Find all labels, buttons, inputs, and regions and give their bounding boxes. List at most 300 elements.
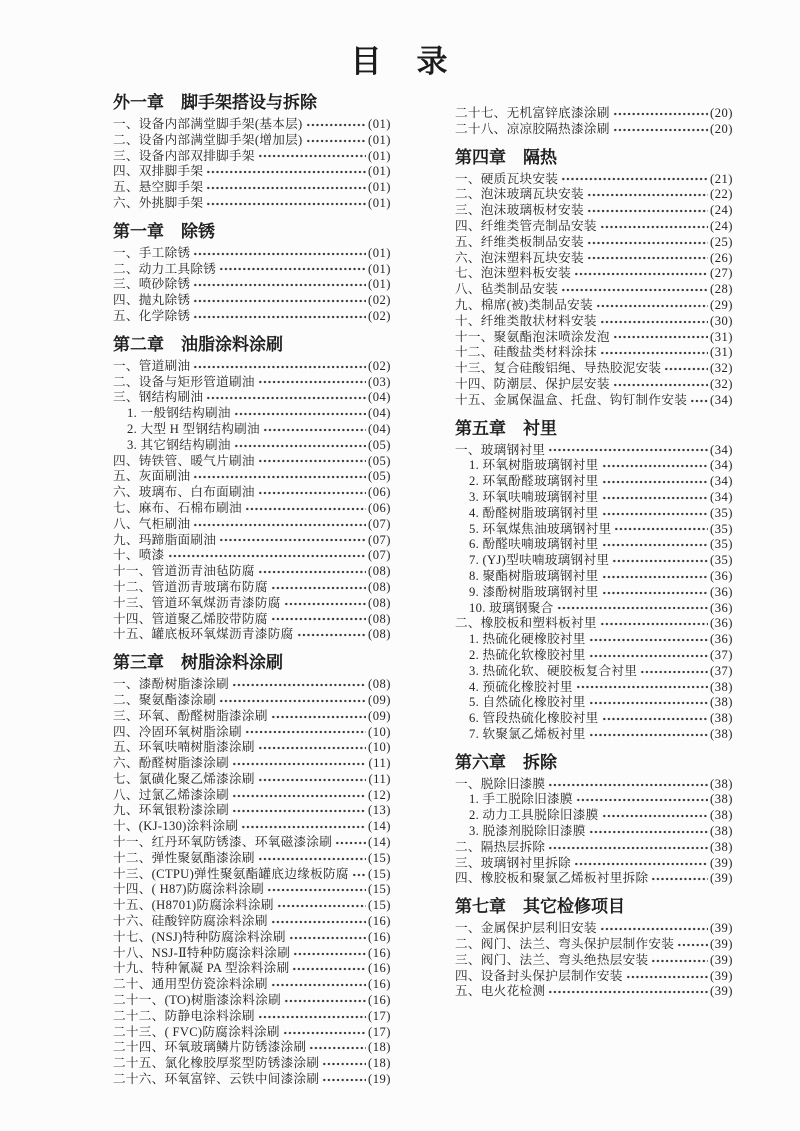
toc-entry-label: 1. 一般钢结构刷油 bbox=[127, 406, 231, 421]
toc-entry bbox=[455, 393, 733, 409]
toc-entry bbox=[113, 803, 391, 819]
toc-entry-page-number: (22) bbox=[710, 187, 733, 202]
toc-entry bbox=[113, 117, 391, 133]
toc-entry bbox=[455, 777, 733, 793]
dot-leader bbox=[258, 855, 366, 863]
toc-entry bbox=[455, 585, 733, 601]
toc-entry-page-number: (10) bbox=[368, 724, 391, 739]
toc-entry-label: 五、环氧呋喃树脂漆涂刷 bbox=[113, 740, 255, 755]
toc-entry bbox=[455, 664, 733, 680]
toc-entry-label: 十一、管道沥青油毡防腐 bbox=[113, 564, 255, 579]
toc-entry bbox=[113, 390, 391, 406]
dot-leader bbox=[587, 254, 708, 262]
toc-entry-label: 二十七、无机富锌底漆涂刷 bbox=[455, 106, 610, 120]
dot-leader bbox=[614, 525, 708, 533]
toc-entry bbox=[455, 345, 733, 361]
toc-entry-page-number: (35) bbox=[710, 537, 733, 552]
toc-entry bbox=[113, 709, 391, 725]
toc-entry bbox=[455, 361, 733, 377]
dot-leader bbox=[234, 410, 366, 418]
dot-leader bbox=[589, 828, 708, 836]
toc-entry-page-number: (39) bbox=[710, 984, 733, 999]
toc-columns bbox=[113, 92, 733, 1088]
toc-entry bbox=[455, 187, 733, 203]
toc-section bbox=[113, 92, 391, 212]
toc-entry-label: 四、橡胶板和聚氯乙烯板衬里拆除 bbox=[455, 871, 649, 886]
toc-entry-page-number: (34) bbox=[710, 442, 733, 457]
dot-leader bbox=[640, 668, 708, 676]
dot-leader bbox=[651, 957, 708, 965]
toc-entry bbox=[455, 824, 733, 840]
toc-entry-page-number: (38) bbox=[710, 839, 733, 854]
toc-entry-label: 十四、( H87)防腐涂料涂刷 bbox=[113, 882, 265, 897]
dot-leader bbox=[612, 557, 708, 565]
toc-entry-page-number: (24) bbox=[710, 203, 733, 218]
toc-entry-label: 三、玻璃钢衬里拆除 bbox=[455, 855, 572, 870]
toc-entry-label: 1. 热硫化硬橡胶衬里 bbox=[469, 632, 586, 647]
chapter-heading: 第六章 拆除 bbox=[455, 752, 557, 772]
toc-entry bbox=[455, 443, 733, 459]
dot-leader bbox=[258, 152, 366, 160]
toc-entry bbox=[455, 616, 733, 632]
toc-entry-label: 二十五、氯化橡胶厚浆型防锈漆涂刷 bbox=[113, 1056, 320, 1071]
toc-entry-label: 九、玛蹄脂面刷油 bbox=[113, 532, 217, 547]
toc-entry-page-number: (36) bbox=[710, 568, 733, 583]
dot-leader bbox=[322, 1060, 366, 1068]
toc-entry-label: 十、(KJ-130)涂料涂刷 bbox=[113, 819, 239, 834]
toc-entry-label: 5. 环氧煤焦油玻璃钢衬里 bbox=[469, 521, 612, 536]
toc-entry-page-number: (38) bbox=[710, 711, 733, 726]
toc-entry-label: 十一、聚氨酯泡沫喷涂发泡 bbox=[455, 329, 610, 344]
toc-entry-label: 3. 其它钢结构刷油 bbox=[127, 437, 231, 452]
toc-entry-page-number: (08) bbox=[368, 564, 391, 579]
toc-entry-label: 7. (YJ)型呋喃玻璃钢衬里 bbox=[469, 553, 610, 568]
toc-entry-page-number: (27) bbox=[710, 266, 733, 281]
toc-entry-page-number: (02) bbox=[368, 293, 391, 308]
toc-entry bbox=[113, 406, 391, 422]
dot-leader bbox=[258, 776, 367, 784]
toc-entry-label: 四、抛丸除锈 bbox=[113, 293, 191, 308]
toc-entry-page-number: (36) bbox=[710, 616, 733, 631]
toc-entry-page-number: (24) bbox=[710, 218, 733, 233]
toc-entry bbox=[113, 1009, 391, 1025]
toc-entry-label: 7. 软聚氯乙烯板衬里 bbox=[469, 726, 586, 741]
toc-entry-label: 1. 环氧树脂玻璃钢衬里 bbox=[469, 458, 599, 473]
toc-entry bbox=[455, 937, 733, 953]
toc-entry-page-number: (18) bbox=[368, 1056, 391, 1071]
toc-entry-label: 5. 自然硫化橡胶衬里 bbox=[469, 695, 586, 710]
toc-entry-page-number: (34) bbox=[710, 458, 733, 473]
toc-entry-label: 七、泡沫塑料板安装 bbox=[455, 266, 572, 281]
toc-entry-page-number: (12) bbox=[368, 787, 391, 802]
toc-entry-label: 10. 玻璃钢聚合 bbox=[469, 600, 554, 615]
toc-entry bbox=[455, 219, 733, 235]
toc-entry-label: 四、纤维类管壳制品安装 bbox=[455, 218, 597, 233]
dot-leader bbox=[587, 207, 708, 215]
toc-entry-label: 十九、特种氰凝 PA 型涂料涂刷 bbox=[113, 961, 290, 976]
toc-entry bbox=[455, 298, 733, 314]
toc-entry bbox=[113, 533, 391, 549]
toc-entry-page-number: (38) bbox=[710, 726, 733, 741]
toc-entry bbox=[455, 106, 733, 122]
toc-entry-page-number: (14) bbox=[368, 819, 391, 834]
toc-entry-label: 一、手工除锈 bbox=[113, 245, 191, 260]
toc-entry bbox=[113, 262, 391, 278]
toc-entry-label: 2. 动力工具脱除旧漆膜 bbox=[469, 808, 599, 823]
toc-entry-page-number: (14) bbox=[368, 835, 391, 850]
toc-entry-label: 十四、防潮层、保护层安装 bbox=[455, 376, 610, 391]
toc-entry-label: 六、酚醛树脂漆涂刷 bbox=[113, 756, 230, 771]
toc-entry-label: 七、麻布、石棉布刷油 bbox=[113, 500, 242, 515]
toc-entry-label: 3. 热硫化软、硬胶板复合衬里 bbox=[469, 663, 638, 678]
dot-leader bbox=[574, 270, 708, 278]
dot-leader bbox=[651, 875, 708, 883]
toc-entry bbox=[113, 677, 391, 693]
toc-entry-page-number: (04) bbox=[368, 421, 391, 436]
toc-entry-label: 十四、管道聚乙烯胶带防腐 bbox=[113, 611, 268, 626]
toc-entry-page-number: (39) bbox=[710, 855, 733, 870]
toc-entry-page-number: (08) bbox=[368, 595, 391, 610]
dot-leader bbox=[258, 457, 366, 465]
toc-entry bbox=[113, 977, 391, 993]
toc-entry-label: 三、钢结构刷油 bbox=[113, 390, 204, 405]
toc-entry-label: 十二、管道沥青玻璃布防腐 bbox=[113, 579, 268, 594]
toc-column-left bbox=[113, 92, 391, 1088]
toc-entry-page-number: (01) bbox=[368, 164, 391, 179]
toc-entry bbox=[455, 601, 733, 617]
toc-entry-page-number: (08) bbox=[368, 627, 391, 642]
dot-leader bbox=[206, 394, 366, 402]
toc-entry bbox=[455, 235, 733, 251]
toc-entry bbox=[113, 882, 391, 898]
toc-entry bbox=[455, 727, 733, 743]
toc-entry-label: 二十四、环氧玻璃鳞片防锈漆涂刷 bbox=[113, 1040, 307, 1055]
dot-leader bbox=[600, 925, 708, 933]
toc-entry-label: 十三、管道环氧煤沥青漆防腐 bbox=[113, 595, 281, 610]
toc-entry-label: 四、设备封头保护层制作安装 bbox=[455, 968, 623, 983]
toc-entry-page-number: (21) bbox=[710, 171, 733, 186]
dot-leader bbox=[232, 807, 366, 815]
dot-leader bbox=[602, 478, 708, 486]
toc-entry-page-number: (26) bbox=[710, 250, 733, 265]
toc-entry-page-number: (07) bbox=[368, 548, 391, 563]
toc-entry-label: 五、化学除锈 bbox=[113, 308, 191, 323]
toc-entry-label: 二十二、防静电涂料涂刷 bbox=[113, 1008, 255, 1023]
toc-entry-label: 三、泡沫玻璃板材安装 bbox=[455, 203, 584, 218]
toc-entry-label: 十、纤维类散状材料安装 bbox=[455, 313, 597, 328]
toc-entry-label: 三、环氧、酚醛树脂漆涂刷 bbox=[113, 708, 268, 723]
dot-leader bbox=[557, 604, 708, 612]
toc-entry-page-number: (15) bbox=[368, 850, 391, 865]
dot-leader bbox=[193, 363, 366, 371]
toc-entry-page-number: (05) bbox=[368, 453, 391, 468]
chapter-heading: 第二章 油脂涂料涂刷 bbox=[113, 334, 283, 354]
dot-leader bbox=[206, 200, 366, 208]
toc-entry-label: 四、双排脚手架 bbox=[113, 164, 204, 179]
toc-entry-page-number: (34) bbox=[710, 392, 733, 407]
toc-entry-label: 二、橡胶板和塑料板衬里 bbox=[455, 616, 597, 631]
toc-entry-page-number: (25) bbox=[710, 234, 733, 249]
toc-entry bbox=[113, 454, 391, 470]
toc-section bbox=[455, 896, 733, 1000]
toc-entry bbox=[113, 196, 391, 212]
toc-entry-label: 十六、硅酸锌防腐涂料涂刷 bbox=[113, 914, 268, 929]
toc-entry bbox=[113, 693, 391, 709]
toc-entry-page-number: (20) bbox=[710, 106, 733, 120]
toc-entry-page-number: (10) bbox=[368, 740, 391, 755]
toc-entry-page-number: (29) bbox=[710, 297, 733, 312]
dot-leader bbox=[232, 760, 366, 768]
dot-leader bbox=[548, 781, 708, 789]
toc-entry-label: 一、玻璃钢衬里 bbox=[455, 442, 546, 457]
dot-leader bbox=[602, 715, 708, 723]
toc-entry bbox=[113, 309, 391, 325]
dot-leader bbox=[602, 462, 708, 470]
toc-entry-page-number: (36) bbox=[710, 632, 733, 647]
toc-entry-page-number: (35) bbox=[710, 553, 733, 568]
dot-leader bbox=[613, 110, 708, 118]
toc-entry bbox=[455, 648, 733, 664]
dot-leader bbox=[576, 796, 708, 804]
chapter-heading: 第三章 树脂涂料涂刷 bbox=[113, 653, 283, 673]
toc-entry bbox=[113, 756, 391, 772]
toc-entry-page-number: (39) bbox=[710, 921, 733, 936]
toc-entry-label: 4. 预硫化橡胶衬里 bbox=[469, 679, 573, 694]
chapter-heading: 第五章 衬里 bbox=[455, 418, 557, 438]
toc-entry bbox=[455, 314, 733, 330]
toc-entry-label: 三、阀门、法兰、弯头绝热层安装 bbox=[455, 952, 649, 967]
dot-leader bbox=[232, 681, 366, 689]
dot-leader bbox=[613, 333, 708, 341]
toc-entry bbox=[113, 564, 391, 580]
toc-entry-label: 九、环氧银粉漆涂刷 bbox=[113, 803, 230, 818]
toc-entry bbox=[113, 867, 391, 883]
toc-entry-page-number: (36) bbox=[710, 600, 733, 615]
dot-leader bbox=[602, 573, 708, 581]
dot-leader bbox=[589, 652, 708, 660]
dot-leader bbox=[664, 365, 708, 373]
toc-entry-label: 2. 热硫化软橡胶衬里 bbox=[469, 647, 586, 662]
dot-leader bbox=[589, 699, 708, 707]
dot-leader bbox=[271, 615, 366, 623]
dot-leader bbox=[602, 510, 708, 518]
toc-section bbox=[455, 418, 733, 743]
dot-leader bbox=[289, 934, 366, 942]
dot-leader bbox=[548, 446, 708, 454]
toc-entry-page-number: (36) bbox=[710, 584, 733, 599]
toc-entry-page-number: (08) bbox=[368, 611, 391, 626]
dot-leader bbox=[600, 223, 708, 231]
toc-entry bbox=[455, 522, 733, 538]
toc-entry-label: 十二、弹性聚氨酯漆涂刷 bbox=[113, 850, 255, 865]
toc-entry bbox=[113, 788, 391, 804]
toc-entry bbox=[113, 375, 391, 391]
dot-leader bbox=[245, 505, 366, 513]
dot-leader bbox=[309, 1044, 366, 1052]
toc-entry bbox=[455, 984, 733, 1000]
toc-entry-page-number: (01) bbox=[368, 180, 391, 195]
dot-leader bbox=[284, 600, 366, 608]
toc-entry-page-number: (11) bbox=[368, 771, 391, 786]
dot-leader bbox=[263, 426, 366, 434]
dot-leader bbox=[352, 871, 366, 879]
dot-leader bbox=[234, 442, 366, 450]
dot-leader bbox=[600, 349, 708, 357]
dot-leader bbox=[245, 728, 366, 736]
toc-entry-page-number: (30) bbox=[710, 313, 733, 328]
dot-leader bbox=[297, 631, 367, 639]
toc-entry bbox=[455, 458, 733, 474]
toc-entry-label: 一、硬质瓦块安装 bbox=[455, 171, 559, 186]
toc-entry bbox=[455, 856, 733, 872]
toc-column-right bbox=[455, 92, 733, 1088]
toc-entry-page-number: (03) bbox=[368, 374, 391, 389]
toc-entry-label: 八、气柜刷油 bbox=[113, 516, 191, 531]
toc-entry bbox=[113, 772, 391, 788]
toc-entry bbox=[113, 596, 391, 612]
toc-entry-label: 二十六、环氧富锌、云铁中间漆涂刷 bbox=[113, 1072, 320, 1087]
dot-leader bbox=[271, 584, 366, 592]
dot-leader bbox=[267, 886, 366, 894]
toc-entry-page-number: (05) bbox=[368, 469, 391, 484]
toc-entry-label: 4. 酚醛树脂玻璃钢衬里 bbox=[469, 505, 599, 520]
dot-leader bbox=[241, 823, 366, 831]
toc-entry-label: 十三、复合硅酸铝绳、导热胶泥安装 bbox=[455, 361, 662, 376]
toc-entry bbox=[113, 133, 391, 149]
dot-leader bbox=[335, 839, 366, 847]
dot-leader bbox=[574, 860, 708, 868]
toc-entry bbox=[113, 819, 391, 835]
dot-leader bbox=[271, 713, 366, 721]
toc-entry bbox=[113, 914, 391, 930]
toc-entry bbox=[113, 740, 391, 756]
toc-entry-page-number: (17) bbox=[368, 1008, 391, 1023]
toc-entry-label: 四、冷固环氧树脂涂刷 bbox=[113, 724, 242, 739]
toc-entry-page-number: (39) bbox=[710, 968, 733, 983]
toc-entry-label: 六、外挑脚手架 bbox=[113, 195, 204, 210]
toc-entry-label: 十五、罐底板环氧煤沥青漆防腐 bbox=[113, 627, 294, 642]
toc-entry-label: 6. 酚醛呋喃玻璃钢衬里 bbox=[469, 537, 599, 552]
dot-leader bbox=[277, 902, 366, 910]
dot-leader bbox=[306, 137, 367, 145]
toc-entry bbox=[455, 632, 733, 648]
dot-leader bbox=[613, 126, 708, 134]
dot-leader bbox=[219, 265, 366, 273]
toc-entry-label: 二十一、(TO)树脂漆涂料涂刷 bbox=[113, 993, 281, 1008]
chapter-heading: 第七章 其它检修项目 bbox=[455, 897, 625, 917]
toc-entry bbox=[113, 835, 391, 851]
dot-leader bbox=[589, 636, 708, 644]
toc-entry-page-number: (15) bbox=[368, 866, 391, 881]
toc-entry-label: 一、漆酚树脂漆涂刷 bbox=[113, 677, 230, 692]
toc-entry bbox=[113, 1056, 391, 1072]
toc-entry-label: 八、过氯乙烯漆涂刷 bbox=[113, 787, 230, 802]
dot-leader bbox=[293, 950, 366, 958]
dot-leader bbox=[626, 973, 708, 981]
toc-entry bbox=[455, 251, 733, 267]
toc-entry-page-number: (13) bbox=[368, 803, 391, 818]
toc-entry-page-number: (01) bbox=[368, 117, 391, 131]
toc-entry bbox=[455, 506, 733, 522]
dot-leader bbox=[602, 812, 708, 820]
toc-entry-label: 9. 漆酚树脂玻璃钢衬里 bbox=[469, 584, 599, 599]
toc-entry-page-number: (01) bbox=[368, 132, 391, 147]
toc-entry bbox=[113, 180, 391, 196]
toc-entry bbox=[455, 871, 733, 887]
toc-entry bbox=[113, 164, 391, 180]
dot-leader bbox=[284, 997, 366, 1005]
toc-entry-label: 五、纤维类板制品安装 bbox=[455, 234, 584, 249]
toc-entry-page-number: (18) bbox=[368, 1040, 391, 1055]
dot-leader bbox=[548, 844, 708, 852]
dot-leader bbox=[193, 297, 366, 305]
dot-leader bbox=[600, 318, 708, 326]
toc-entry bbox=[113, 517, 391, 533]
toc-entry-page-number: (15) bbox=[368, 882, 391, 897]
toc-entry bbox=[455, 680, 733, 696]
toc-entry-label: 十一、红丹环氧防锈漆、环氧磁漆涂刷 bbox=[113, 835, 333, 850]
toc-entry bbox=[455, 953, 733, 969]
toc-section bbox=[455, 752, 733, 888]
toc-entry-label: 十、喷漆 bbox=[113, 548, 165, 563]
toc-entry bbox=[455, 490, 733, 506]
dot-leader bbox=[258, 568, 366, 576]
toc-entry bbox=[455, 537, 733, 553]
toc-entry bbox=[455, 840, 733, 856]
toc-entry-label: 六、玻璃布、白布面刷油 bbox=[113, 485, 255, 500]
toc-entry-label: 1. 手工脱除旧漆膜 bbox=[469, 792, 573, 807]
toc-entry bbox=[455, 553, 733, 569]
toc-entry-page-number: (20) bbox=[710, 121, 733, 136]
dot-leader bbox=[258, 1013, 366, 1021]
chapter-heading: 第四章 隔热 bbox=[455, 147, 557, 167]
dot-leader bbox=[576, 683, 708, 691]
toc-entry bbox=[113, 993, 391, 1009]
toc-entry-label: 一、设备内部满堂脚手架(基本层) bbox=[113, 117, 303, 131]
toc-section bbox=[113, 652, 391, 1088]
toc-entry-page-number: (39) bbox=[710, 871, 733, 886]
toc-entry-page-number: (28) bbox=[710, 282, 733, 297]
dot-leader bbox=[193, 250, 366, 258]
toc-entry-page-number: (01) bbox=[368, 195, 391, 210]
toc-entry-page-number: (38) bbox=[710, 679, 733, 694]
dot-leader bbox=[193, 313, 366, 321]
dot-leader bbox=[602, 494, 708, 502]
toc-entry-page-number: (02) bbox=[368, 308, 391, 323]
toc-entry bbox=[113, 612, 391, 628]
toc-entry bbox=[113, 961, 391, 977]
toc-entry bbox=[113, 1072, 391, 1088]
toc-entry-label: 二十八、凉凉胶隔热漆涂刷 bbox=[455, 121, 610, 136]
toc-entry-page-number: (16) bbox=[368, 977, 391, 992]
toc-entry bbox=[113, 898, 391, 914]
toc-entry-label: 二、隔热层拆除 bbox=[455, 839, 546, 854]
toc-entry-label: 七、氯磺化聚乙烯漆涂刷 bbox=[113, 771, 255, 786]
toc-entry bbox=[113, 725, 391, 741]
toc-entry-page-number: (07) bbox=[368, 516, 391, 531]
toc-entry bbox=[455, 921, 733, 937]
dot-leader bbox=[168, 552, 366, 560]
toc-entry bbox=[455, 695, 733, 711]
dot-leader bbox=[219, 536, 366, 544]
toc-entry-page-number: (35) bbox=[710, 521, 733, 536]
toc-entry bbox=[455, 266, 733, 282]
dot-leader bbox=[600, 620, 708, 628]
toc-entry-page-number: (39) bbox=[710, 937, 733, 952]
dot-leader bbox=[283, 1029, 366, 1037]
toc-entry-label: 二十、通用型仿瓷涂料涂刷 bbox=[113, 977, 268, 992]
dot-leader bbox=[548, 988, 708, 996]
